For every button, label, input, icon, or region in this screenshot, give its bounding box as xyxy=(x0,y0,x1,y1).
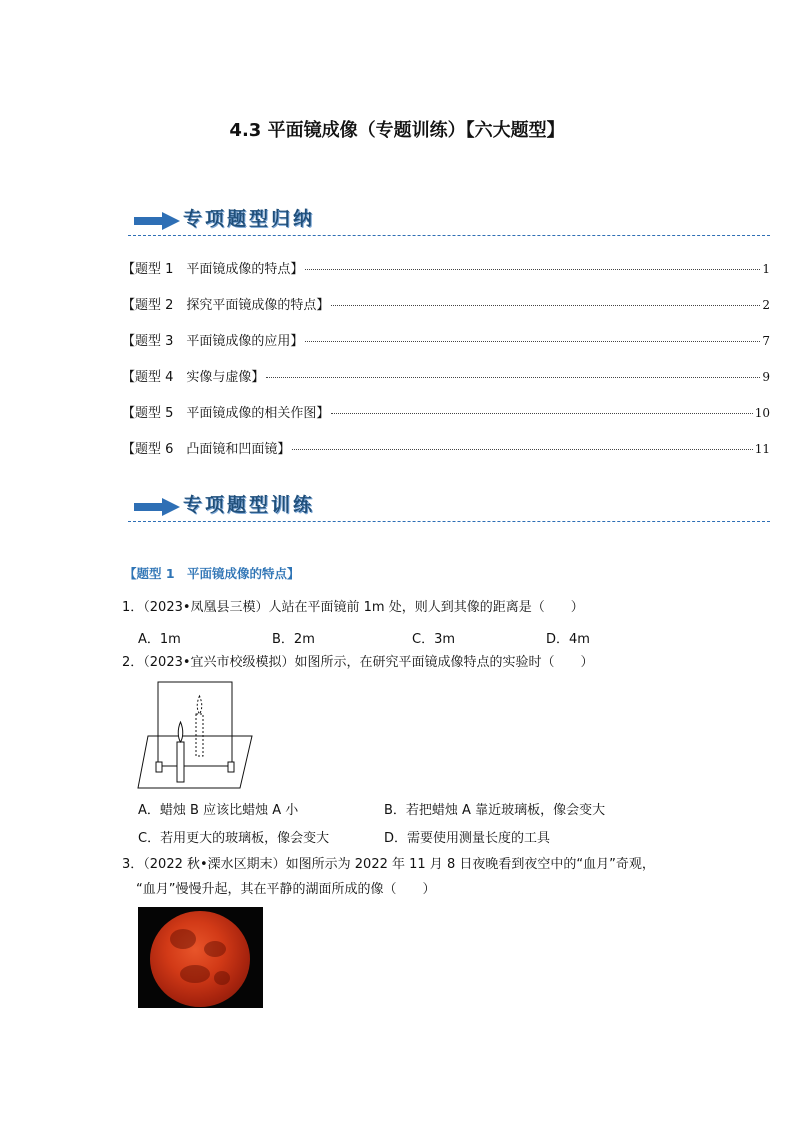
toc-page-number: 9 xyxy=(762,370,770,384)
option-a[interactable]: A．1m xyxy=(138,632,181,647)
table-of-contents xyxy=(122,258,770,474)
toc-page-number: 11 xyxy=(754,442,770,456)
page-title: 4.3 平面镜成像（专题训练）【六大题型】 xyxy=(229,120,565,141)
option-d[interactable]: D．4m xyxy=(546,632,590,647)
toc-label: 【题型 6 凸面镜和凹面镜】 xyxy=(122,442,291,457)
arrow-right-icon xyxy=(134,212,180,230)
toc-label: 【题型 5 平面镜成像的相关作图】 xyxy=(122,406,330,421)
toc-leader xyxy=(266,377,760,378)
question-3-stem-line1: 3．（2022 秋•溧水区期末）如图所示为 2022 年 11 月 8 日夜晚看到夜空中的“血月”奇观， xyxy=(122,857,655,872)
blood-moon-photo xyxy=(138,907,263,1008)
option-a[interactable]: A．蜡烛 B 应该比蜡烛 A 小 xyxy=(138,803,299,818)
toc-page-number: 2 xyxy=(762,298,770,312)
banner-title: 专项题型训练 xyxy=(183,494,316,516)
option-b[interactable]: B．2m xyxy=(272,632,315,647)
toc-leader xyxy=(305,341,760,342)
section-banner-summary xyxy=(128,200,770,240)
mirror-experiment-figure xyxy=(136,680,256,792)
toc-label: 【题型 2 探究平面镜成像的特点】 xyxy=(122,298,330,313)
toc-leader xyxy=(331,413,752,414)
toc-label: 【题型 4 实像与虚像】 xyxy=(122,370,265,385)
option-c[interactable]: C．3m xyxy=(412,632,456,647)
divider xyxy=(128,235,770,236)
option-b[interactable]: B．若把蜡烛 A 靠近玻璃板，像会变大 xyxy=(384,803,606,818)
toc-label: 【题型 1 平面镜成像的特点】 xyxy=(122,262,304,277)
section-heading: 【题型 1 平面镜成像的特点】 xyxy=(124,566,300,581)
toc-item-4[interactable] xyxy=(122,366,770,402)
moon-image xyxy=(150,911,250,1007)
toc-item-3[interactable] xyxy=(122,330,770,366)
toc-item-5[interactable] xyxy=(122,402,770,438)
toc-item-1[interactable] xyxy=(122,258,770,294)
section-banner-training xyxy=(128,486,770,526)
toc-page-number: 1 xyxy=(762,262,770,276)
toc-item-6[interactable] xyxy=(122,438,770,474)
divider xyxy=(128,521,770,522)
toc-leader xyxy=(305,269,760,270)
question-2-stem: 2．（2023•宜兴市校级模拟）如图所示，在研究平面镜成像特点的实验时（ ） xyxy=(122,655,594,670)
toc-leader xyxy=(331,305,760,306)
toc-label: 【题型 3 平面镜成像的应用】 xyxy=(122,334,304,349)
arrow-right-icon xyxy=(134,498,180,516)
toc-leader xyxy=(292,449,752,450)
toc-page-number: 10 xyxy=(754,406,770,420)
option-d[interactable]: D．需要使用测量长度的工具 xyxy=(384,831,551,846)
question-3-stem-line2: “血月”慢慢升起，其在平静的湖面所成的像（ ） xyxy=(136,882,436,897)
question-1-stem: 1．（2023•凤凰县三模）人站在平面镜前 1m 处，则人到其像的距离是（ ） xyxy=(122,600,584,615)
option-c[interactable]: C．若用更大的玻璃板，像会变大 xyxy=(138,831,330,846)
toc-page-number: 7 xyxy=(762,334,770,348)
banner-title: 专项题型归纳 xyxy=(183,208,316,230)
toc-item-2[interactable] xyxy=(122,294,770,330)
